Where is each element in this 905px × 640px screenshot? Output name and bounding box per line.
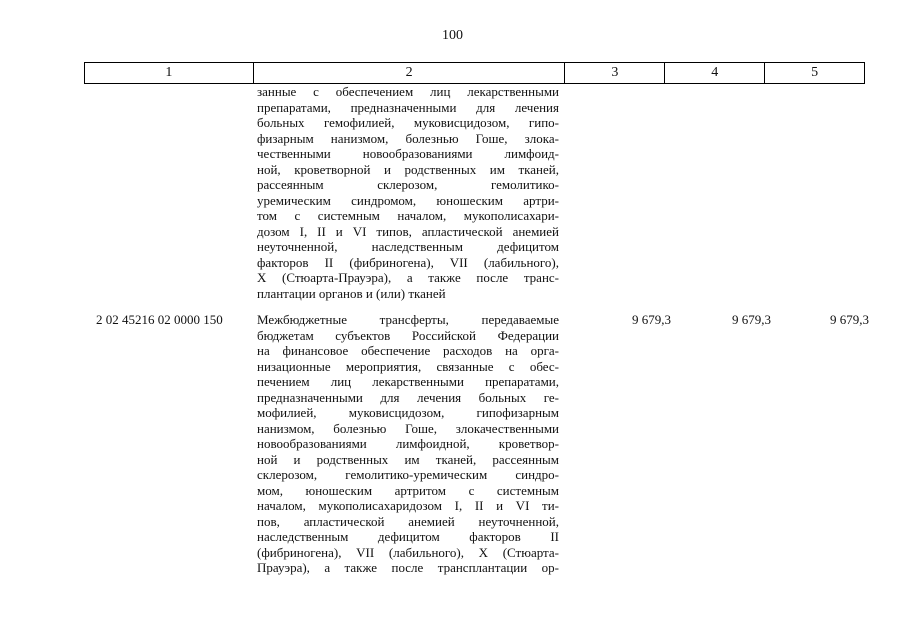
header-col-2: 2 xyxy=(254,63,566,83)
description-line: рассеянным склерозом, гемолитико- xyxy=(257,177,559,192)
description-line: чественными новообразованиями лимфоид- xyxy=(257,146,559,161)
description-line: ной, кроветворной и родственных им тканей, xyxy=(257,161,559,177)
description-line: мофилией, муковисцидозом, гипофизарным xyxy=(257,405,559,420)
header-col-5: 5 xyxy=(765,63,865,83)
description-line: факторов II (фибриногена), VII (лабильного), xyxy=(257,254,559,270)
description-line: препаратами, предназначенными для лечения xyxy=(257,99,559,115)
description-line: плантации органов и (или) тканей xyxy=(257,285,446,301)
description-line: неуточненной, наследственным дефицитом xyxy=(257,239,559,254)
description-line: началом, мукополисахаридозом I, II и VI ти- xyxy=(257,498,559,513)
budget-code: 2 02 45216 02 0000 150 xyxy=(96,312,223,327)
description-line: низационные мероприятия, связанные с обес- xyxy=(257,358,559,374)
header-col-3: 3 xyxy=(565,63,665,83)
description-line: нанизмом, болезнью Гоше, злокачественными xyxy=(257,420,559,436)
description-line: больных гемофилией, муковисцидозом, гипо- xyxy=(257,115,559,130)
description-line: дозом I, II и VI типов, апластической анемией xyxy=(257,223,559,239)
description-line: ной и родственных им тканей, рассеянным xyxy=(257,451,559,467)
description-line: новообразованиями лимфоидной, кроветвор- xyxy=(257,436,559,451)
continued-description xyxy=(257,84,559,301)
page-number: 100 xyxy=(442,28,463,43)
description-line: склерозом, гемолитико-уремическим синдро- xyxy=(257,467,559,482)
description-line: Межбюджетные трансферты, передаваемые xyxy=(257,312,559,327)
description-line: X (Стюарта-Прауэра), а также после транс- xyxy=(257,270,559,285)
description-line: печением лиц лекарственными препаратами, xyxy=(257,374,559,389)
amount-col-5: 9 679,3 xyxy=(830,312,869,327)
header-col-1: 1 xyxy=(85,63,254,83)
table-header-row xyxy=(84,62,865,84)
row-description xyxy=(257,312,559,576)
description-line: физарным нанизмом, болезнью Гоше, злока- xyxy=(257,130,559,146)
amount-col-3: 9 679,3 xyxy=(632,312,671,327)
description-line: пов, апластической анемией неуточненной, xyxy=(257,513,559,529)
description-line: мом, юношеским артритом с системным xyxy=(257,482,559,498)
description-line: предназначенными для лечения больных ге- xyxy=(257,389,559,405)
description-line: том с системным началом, мукополисахари- xyxy=(257,208,559,223)
description-line: Прауэра), а также после трансплантации ор- xyxy=(257,560,559,575)
header-col-4: 4 xyxy=(665,63,765,83)
description-line: бюджетам субъектов Российской Федерации xyxy=(257,327,559,343)
amount-col-4: 9 679,3 xyxy=(732,312,771,327)
description-line: уремическим синдромом, юношеским артри- xyxy=(257,192,559,208)
description-line: занные с обеспечением лиц лекарственными xyxy=(257,84,559,99)
description-line: (фибриногена), VII (лабильного), X (Стюарта- xyxy=(257,544,559,560)
description-line: наследственным дефицитом факторов II xyxy=(257,529,559,544)
description-line: на финансовое обеспечение расходов на орга- xyxy=(257,343,559,358)
